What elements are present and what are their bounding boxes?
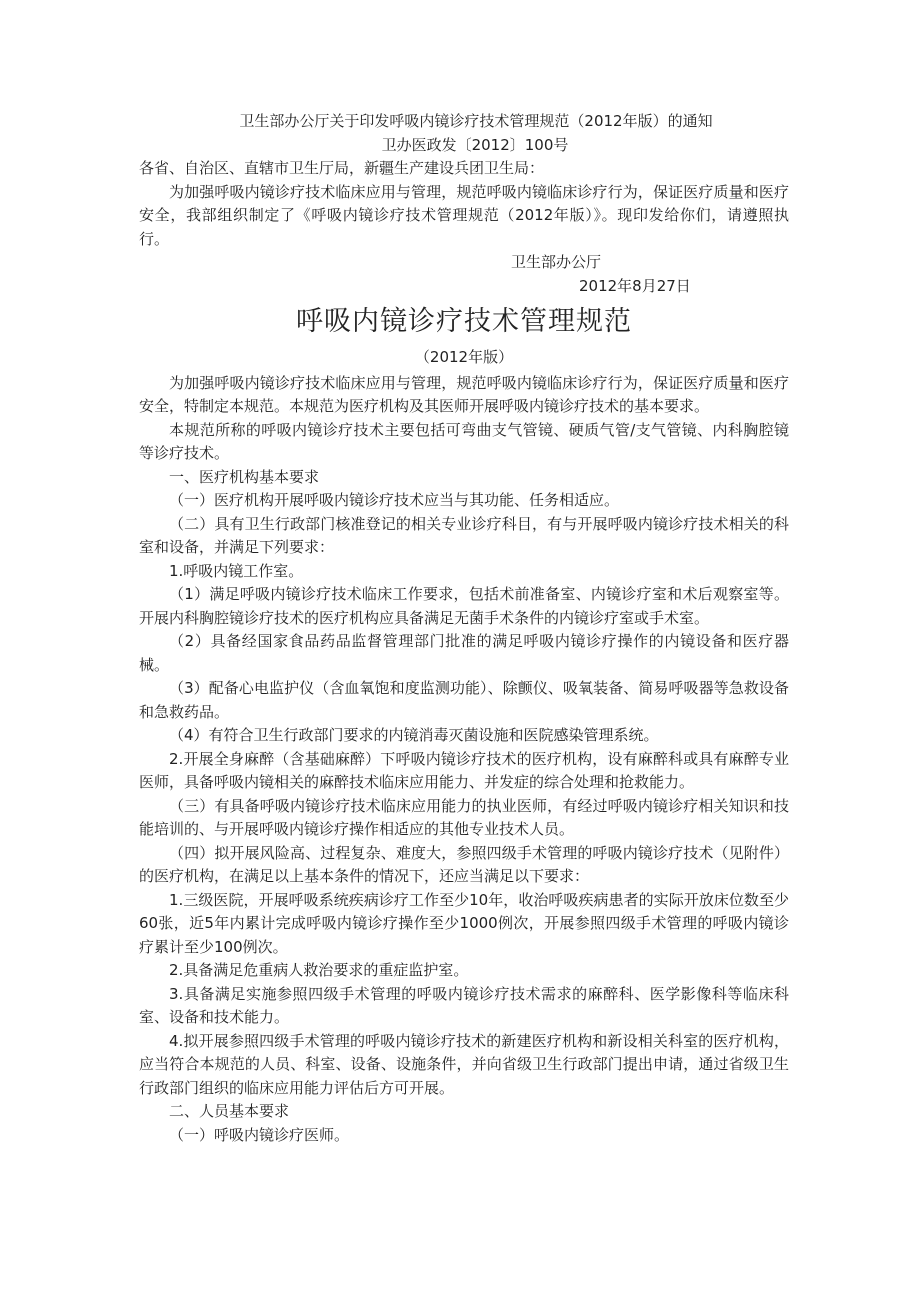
notice-body: 为加强呼吸内镜诊疗技术临床应用与管理，规范呼吸内镜临床诊疗行为，保证医疗质量和医疗安全，我部组织制定了《呼吸内镜诊疗技术管理规范（2012年版）》。现印发给你们，请遵照执行。 xyxy=(139,182,789,248)
paragraph: 本规范所称的呼吸内镜诊疗技术主要包括可弯曲支气管镜、硬质气管/支气管镜、内科胸腔镜等诊疗技术。 xyxy=(139,420,789,462)
notice-recipients: 各省、自治区、直辖市卫生厅局，新疆生产建设兵团卫生局： xyxy=(139,159,545,177)
paragraph: 4.拟开展参照四级手术管理的呼吸内镜诊疗技术的新建医疗机构和新设相关科室的医疗机构，应当符合本规范的人员、科室、设备、设施条件，并向省级卫生行政部门提出申请，通过省级卫生行政部门组织的临床应用能力评估后方可开展。 xyxy=(139,1031,789,1097)
spec-title: 呼吸内镜诊疗技术管理规范 xyxy=(296,306,632,337)
section-heading: 一、医疗机构基本要求 xyxy=(169,467,320,486)
paragraph: 3.具备满足实施参照四级手术管理的呼吸内镜诊疗技术需求的麻醉科、医学影像科等临床科室、设备和技术能力。 xyxy=(139,984,789,1026)
document-page xyxy=(139,110,789,1147)
paragraph: （二）具有卫生行政部门核准登记的相关专业诊疗科目，有与开展呼吸内镜诊疗技术相关的科室和设备，并满足下列要求： xyxy=(139,514,789,556)
notice-doc-number: 卫办医政发〔2012〕100号 xyxy=(381,135,569,154)
paragraph: 1.三级医院，开展呼吸系统疾病诊疗工作至少10年，收治呼吸疾病患者的实际开放床位数至少60张，近5年内累计完成呼吸内镜诊疗操作至少1000例次，开展参照四级手术管理的呼吸内镜诊疗累计至少100例次。 xyxy=(139,890,789,956)
section-heading: 二、人员基本要求 xyxy=(169,1102,290,1120)
paragraph: （四）拟开展风险高、过程复杂、难度大，参照四级手术管理的呼吸内镜诊疗技术（见附件）的医疗机构，在满足以上基本条件的情况下，还应当满足以下要求： xyxy=(139,843,789,885)
paragraph: （3）配备心电监护仪（含血氧饱和度监测功能）、除颤仪、吸氧装备、简易呼吸器等急救设备和急救药品。 xyxy=(139,679,789,721)
spec-edition: （2012年版） xyxy=(414,348,514,366)
notice-title: 卫生部办公厅关于印发呼吸内镜诊疗技术管理规范（2012年版）的通知 xyxy=(239,112,713,130)
notice-issuer: 卫生部办公厅 xyxy=(511,253,602,271)
paragraph: （1）满足呼吸内镜诊疗技术临床工作要求，包括术前准备室、内镜诊疗室和术后观察室等。开展内科胸腔镜诊疗技术的医疗机构应具备满足无菌手术条件的内镜诊疗室或手术室。 xyxy=(139,585,789,627)
notice-date: 2012年8月27日 xyxy=(579,276,691,295)
paragraph: （2）具备经国家食品药品监督管理部门批准的满足呼吸内镜诊疗操作的内镜设备和医疗器械。 xyxy=(139,632,789,674)
paragraph: 1.呼吸内镜工作室。 xyxy=(169,561,304,580)
paragraph: （4）有符合卫生行政部门要求的内镜消毒灭菌设施和医院感染管理系统。 xyxy=(169,726,659,744)
paragraph: 为加强呼吸内镜诊疗技术临床应用与管理，规范呼吸内镜临床诊疗行为，保证医疗质量和医疗安全，特制定本规范。本规范为医疗机构及其医师开展呼吸内镜诊疗技术的基本要求。 xyxy=(139,373,789,415)
paragraph: （三）有具备呼吸内镜诊疗技术临床应用能力的执业医师，有经过呼吸内镜诊疗相关知识和技能培训的、与开展呼吸内镜诊疗操作相适应的其他专业技术人员。 xyxy=(139,796,789,838)
paragraph: （一）医疗机构开展呼吸内镜诊疗技术应当与其功能、任务相适应。 xyxy=(169,491,620,509)
paragraph: （一）呼吸内镜诊疗医师。 xyxy=(169,1125,350,1144)
paragraph: 2.具备满足危重病人救治要求的重症监护室。 xyxy=(169,961,469,979)
paragraph: 2.开展全身麻醉（含基础麻醉）下呼吸内镜诊疗技术的医疗机构，设有麻醉科或具有麻醉专业医师，具备呼吸内镜相关的麻醉技术临床应用能力、并发症的综合处理和抢救能力。 xyxy=(139,749,789,791)
